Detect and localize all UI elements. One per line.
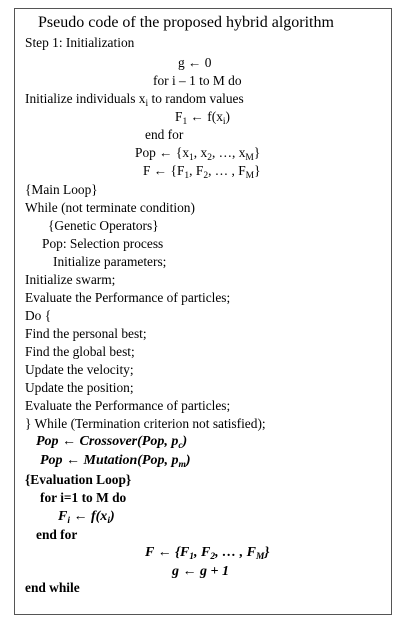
while-line: While (not terminate condition) bbox=[25, 200, 195, 215]
init-params-line: Initialize parameters; bbox=[53, 254, 167, 269]
main-loop-label: {Main Loop} bbox=[25, 182, 98, 197]
personal-best-line: Find the personal best; bbox=[25, 326, 147, 341]
pop-assign-line: Pop ← {$x_1$, $x_2$, …, $x_M$} bbox=[135, 145, 261, 163]
page-title: Pseudo code of the proposed hybrid algorithm bbox=[38, 14, 334, 31]
do-line: Do { bbox=[25, 308, 52, 323]
g-increment-line: g ← g + 1 bbox=[172, 564, 229, 579]
selection-line: Pop: Selection process bbox=[42, 236, 164, 251]
end-for-line: end for bbox=[145, 127, 184, 142]
init-swarm-line: Initialize swarm; bbox=[25, 272, 116, 287]
step1-heading: Step 1: Initialization bbox=[25, 35, 135, 50]
update-position-line: Update the position; bbox=[25, 380, 134, 395]
update-velocity-line: Update the velocity; bbox=[25, 362, 134, 377]
while-termination-line: } While (Termination criterion not satisfied); bbox=[25, 416, 266, 431]
for-bold-line: for i=1 to M do bbox=[40, 490, 127, 505]
global-best-line: Find the global best; bbox=[25, 344, 135, 359]
for-loop-line: for i – 1 to M do bbox=[153, 73, 242, 88]
f-set-bold-line: F ← {$F_1$, $F_2$, … , $F_M$} bbox=[145, 545, 270, 562]
mutation-line: Pop ← Mutation(Pop, $p_m$) bbox=[40, 453, 191, 470]
crossover-line: Pop ← Crossover(Pop, $p_c$) bbox=[36, 434, 188, 451]
f-set-line: F ← {$F_1$, $F_2$, … , $F_M$} bbox=[143, 163, 261, 181]
evaluate-line-1: Evaluate the Performance of particles; bbox=[25, 290, 231, 305]
f1-assign-line: $F_1$ ← $f(x_i)$ bbox=[175, 109, 231, 127]
evaluate-line-2: Evaluate the Performance of particles; bbox=[25, 398, 231, 413]
fi-assign-line: $F_i$ ← $f(x_i)$ bbox=[58, 509, 115, 526]
evaluation-loop-label: {Evaluation Loop} bbox=[25, 472, 132, 487]
end-for-bold-line: end for bbox=[36, 527, 78, 542]
genetic-operators-label: {Genetic Operators} bbox=[48, 218, 159, 233]
end-while-line: end while bbox=[25, 580, 80, 595]
init-individuals-line: Initialize individuals $x_i$ to random values bbox=[25, 91, 244, 109]
g-init-line: g ← 0 bbox=[178, 55, 212, 70]
